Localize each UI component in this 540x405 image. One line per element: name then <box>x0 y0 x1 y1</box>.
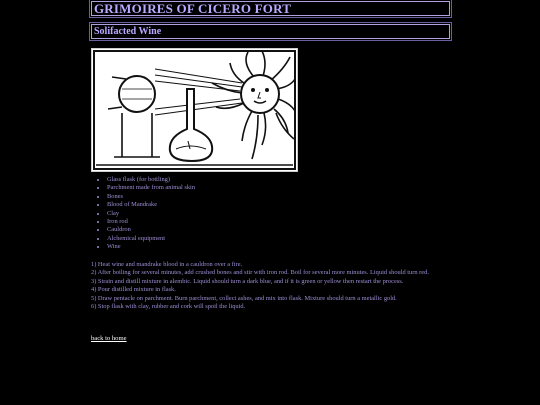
step-text: 3) Strain and distill mixture in alembic. Liquid should turn a dark blue, and if it is green or yellow then restart the process. <box>91 277 404 285</box>
list-item: • Iron rod <box>107 218 195 226</box>
instruction-steps <box>91 261 461 311</box>
ingredient-list <box>92 176 195 252</box>
list-item: • Bones <box>107 193 195 201</box>
list-item: • Blood of Mandrake <box>107 201 195 209</box>
step-text: 1) Heat wine and mandrake blood in a cauldron over a fire. <box>91 261 243 268</box>
list-item: • Alchemical equipment <box>107 235 195 243</box>
page-title: GRIMOIRES OF CICERO FORT <box>91 1 450 16</box>
step-text: 6) Stop flask with clay, rubber and cork will spoil the liquid. <box>91 303 246 311</box>
list-item: • Parchment made from animal skin <box>107 184 195 192</box>
alchemy-illustration <box>91 48 298 172</box>
recipe-title: Solifacted Wine <box>91 24 450 39</box>
sun-flask-woodcut-icon <box>92 49 297 171</box>
list-item: • Glass flask (for bottling) <box>107 176 195 184</box>
step-text: 2) After boiling for several minutes, add crushed bones and stir with iron rod. Boil for several more minutes. Liquid should turn red. <box>91 269 429 277</box>
back-to-home-link[interactable]: back to home <box>91 335 127 342</box>
list-item: • Wine <box>107 243 195 251</box>
step-text: 4) Pour distilled mixture in flask. <box>91 286 176 294</box>
list-item: • Cauldron <box>107 226 195 234</box>
step-text: 5) Draw pentacle on parchment. Burn parchment, collect ashes, and mix into flask. Mixture should turn a metallic gold. <box>91 294 397 302</box>
list-item: • Clay <box>107 210 195 218</box>
